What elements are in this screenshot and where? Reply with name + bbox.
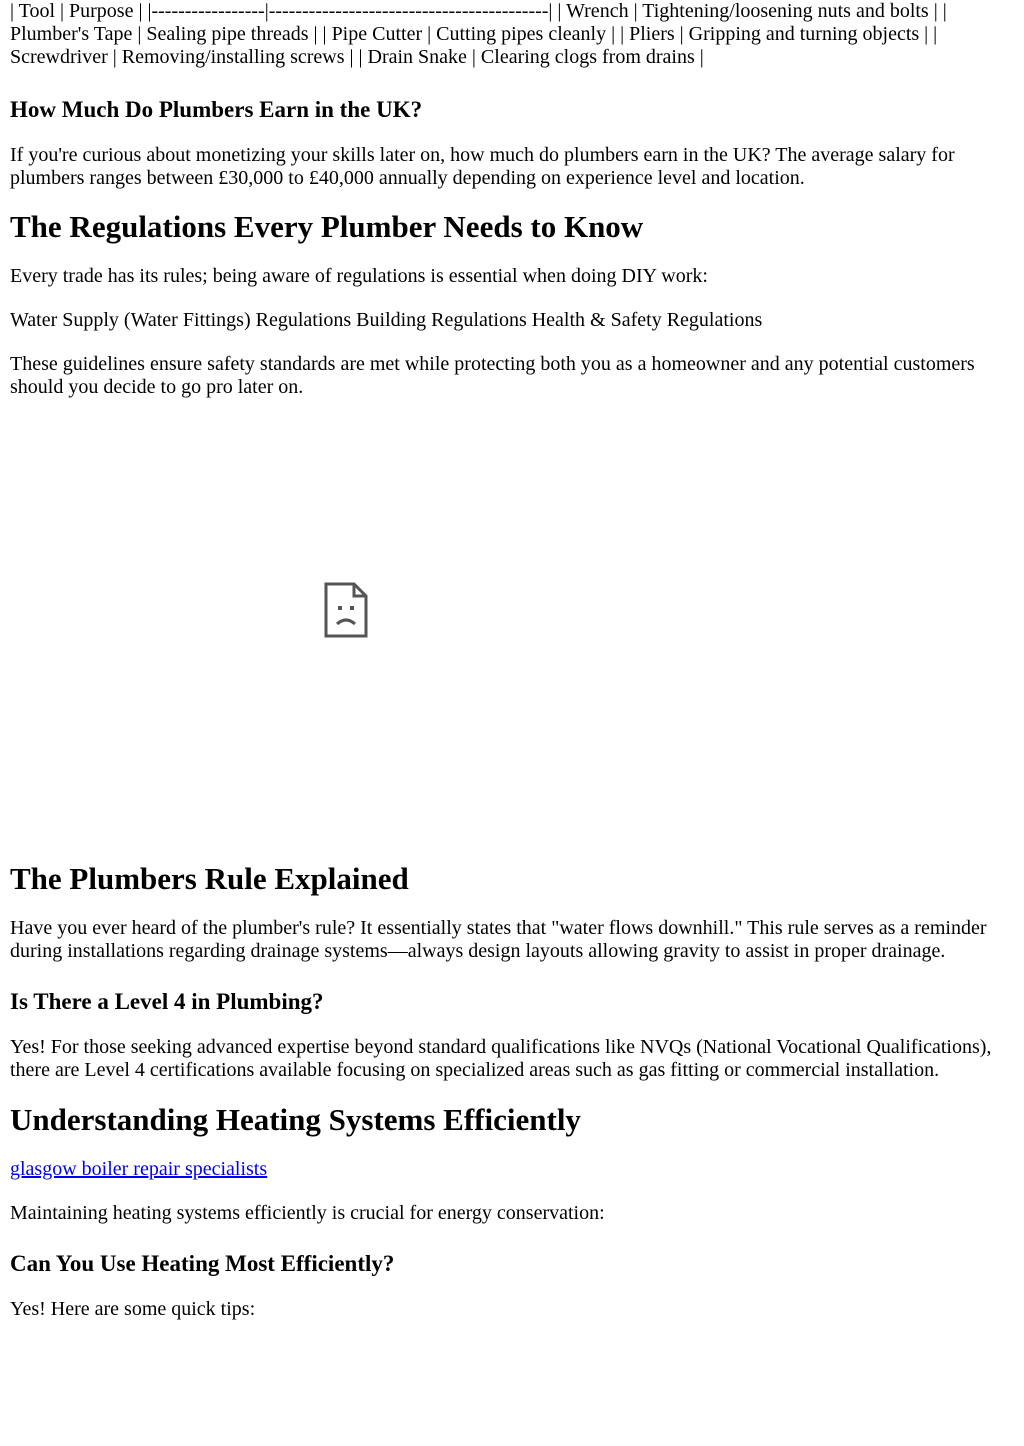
broken-image-icon bbox=[324, 582, 368, 638]
heating-heading: Understanding Heating Systems Efficiently bbox=[10, 1102, 581, 1137]
efficient-paragraph: Yes! Here are some quick tips: bbox=[10, 1298, 256, 1320]
regulations-outro: These guidelines ensure safety standards are met while protecting both you as a homeowner and any potential customers should you decide to go pro later on. bbox=[10, 353, 975, 398]
plumbers-rule-paragraph: Have you ever heard of the plumber's rule? It essentially states that "water flows downhill." This rule serves as a reminder during installations regarding drainage systems—always design layouts allowing gravity to assist in proper drainage. bbox=[10, 917, 987, 962]
efficient-heading: Can You Use Heating Most Efficiently? bbox=[10, 1251, 395, 1276]
earn-paragraph: If you're curious about monetizing your skills later on, how much do plumbers earn in the UK? The average salary for plumbers ranges between £30,000 to £40,000 annually depending on experience level and location. bbox=[10, 144, 955, 189]
plumbers-rule-heading: The Plumbers Rule Explained bbox=[10, 861, 409, 896]
level4-heading: Is There a Level 4 in Plumbing? bbox=[10, 989, 324, 1014]
regulations-list: Water Supply (Water Fittings) Regulations Building Regulations Health & Safety Regulations bbox=[10, 309, 763, 331]
heating-link-wrapper bbox=[10, 1158, 1014, 1181]
level4-paragraph: Yes! For those seeking advanced expertise beyond standard qualifications like NVQs (National Vocational Qualifications), there are Level 4 certifications available focusing on specialized areas such as gas fitting or commercial installation. bbox=[10, 1036, 992, 1081]
regulations-heading: The Regulations Every Plumber Needs to Know bbox=[10, 209, 644, 244]
tools-table-text: | Tool | Purpose | |-----------------|------------------------------------------| | Wrench | Tightening/loosening nuts and bolts | | Plumber's Tape | Sealing pipe threads | | Pipe Cutter | Cutting pipes cleanly | | Pliers | Gripping and turning objects | | Screwdriver | Removing/installing screws | | Drain Snake | Clearing clogs from drains | bbox=[10, 0, 947, 68]
glasgow-boiler-link[interactable]: glasgow boiler repair specialists bbox=[10, 1158, 268, 1180]
earn-heading: How Much Do Plumbers Earn in the UK? bbox=[10, 97, 423, 122]
broken-image bbox=[10, 399, 1014, 829]
heating-paragraph: Maintaining heating systems efficiently is crucial for energy conservation: bbox=[10, 1202, 605, 1224]
regulations-intro: Every trade has its rules; being aware of regulations is essential when doing DIY work: bbox=[10, 265, 708, 287]
